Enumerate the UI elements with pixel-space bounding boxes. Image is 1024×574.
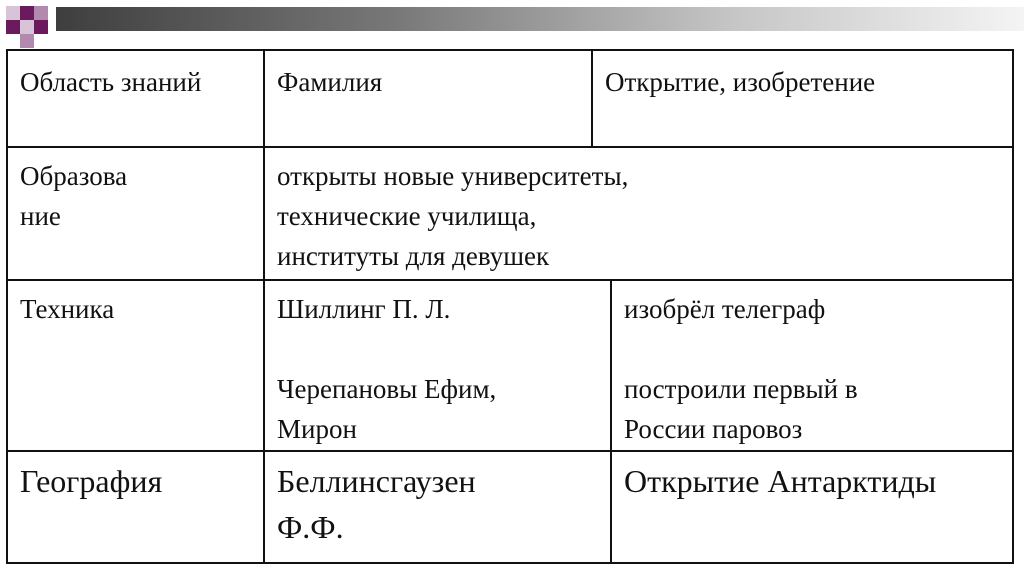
row-geography-discoveries: Открытие Антарктиды — [624, 463, 937, 499]
deco-square — [6, 20, 20, 34]
deco-square — [34, 6, 48, 20]
header-discovery: Открытие, изобретение — [605, 67, 876, 97]
deco-square — [20, 20, 34, 34]
header-gradient-bar — [56, 7, 1024, 31]
deco-square — [34, 20, 48, 34]
row-education-area: Образова ние — [20, 161, 128, 231]
deco-square — [20, 6, 34, 20]
row-geography-area: География — [20, 463, 163, 499]
header-name: Фамилия — [277, 67, 383, 97]
row-technology-names: Шиллинг П. Л. Черепановы Ефим, Мирон — [277, 294, 497, 444]
deco-square — [6, 6, 20, 20]
inventions-table — [6, 49, 1014, 564]
row-education-description: открыты новые университеты, технические училища, институты для девушек — [277, 161, 629, 271]
row-technology-area: Техника — [20, 294, 115, 324]
deco-square — [20, 34, 34, 48]
row-geography-names: Беллинсгаузен Ф.Ф. — [277, 463, 476, 545]
decorative-squares — [0, 0, 60, 44]
row-technology-discoveries: изобрёл телеграф построили первый в России паровоз — [624, 294, 858, 444]
header-area: Область знаний — [20, 67, 202, 97]
